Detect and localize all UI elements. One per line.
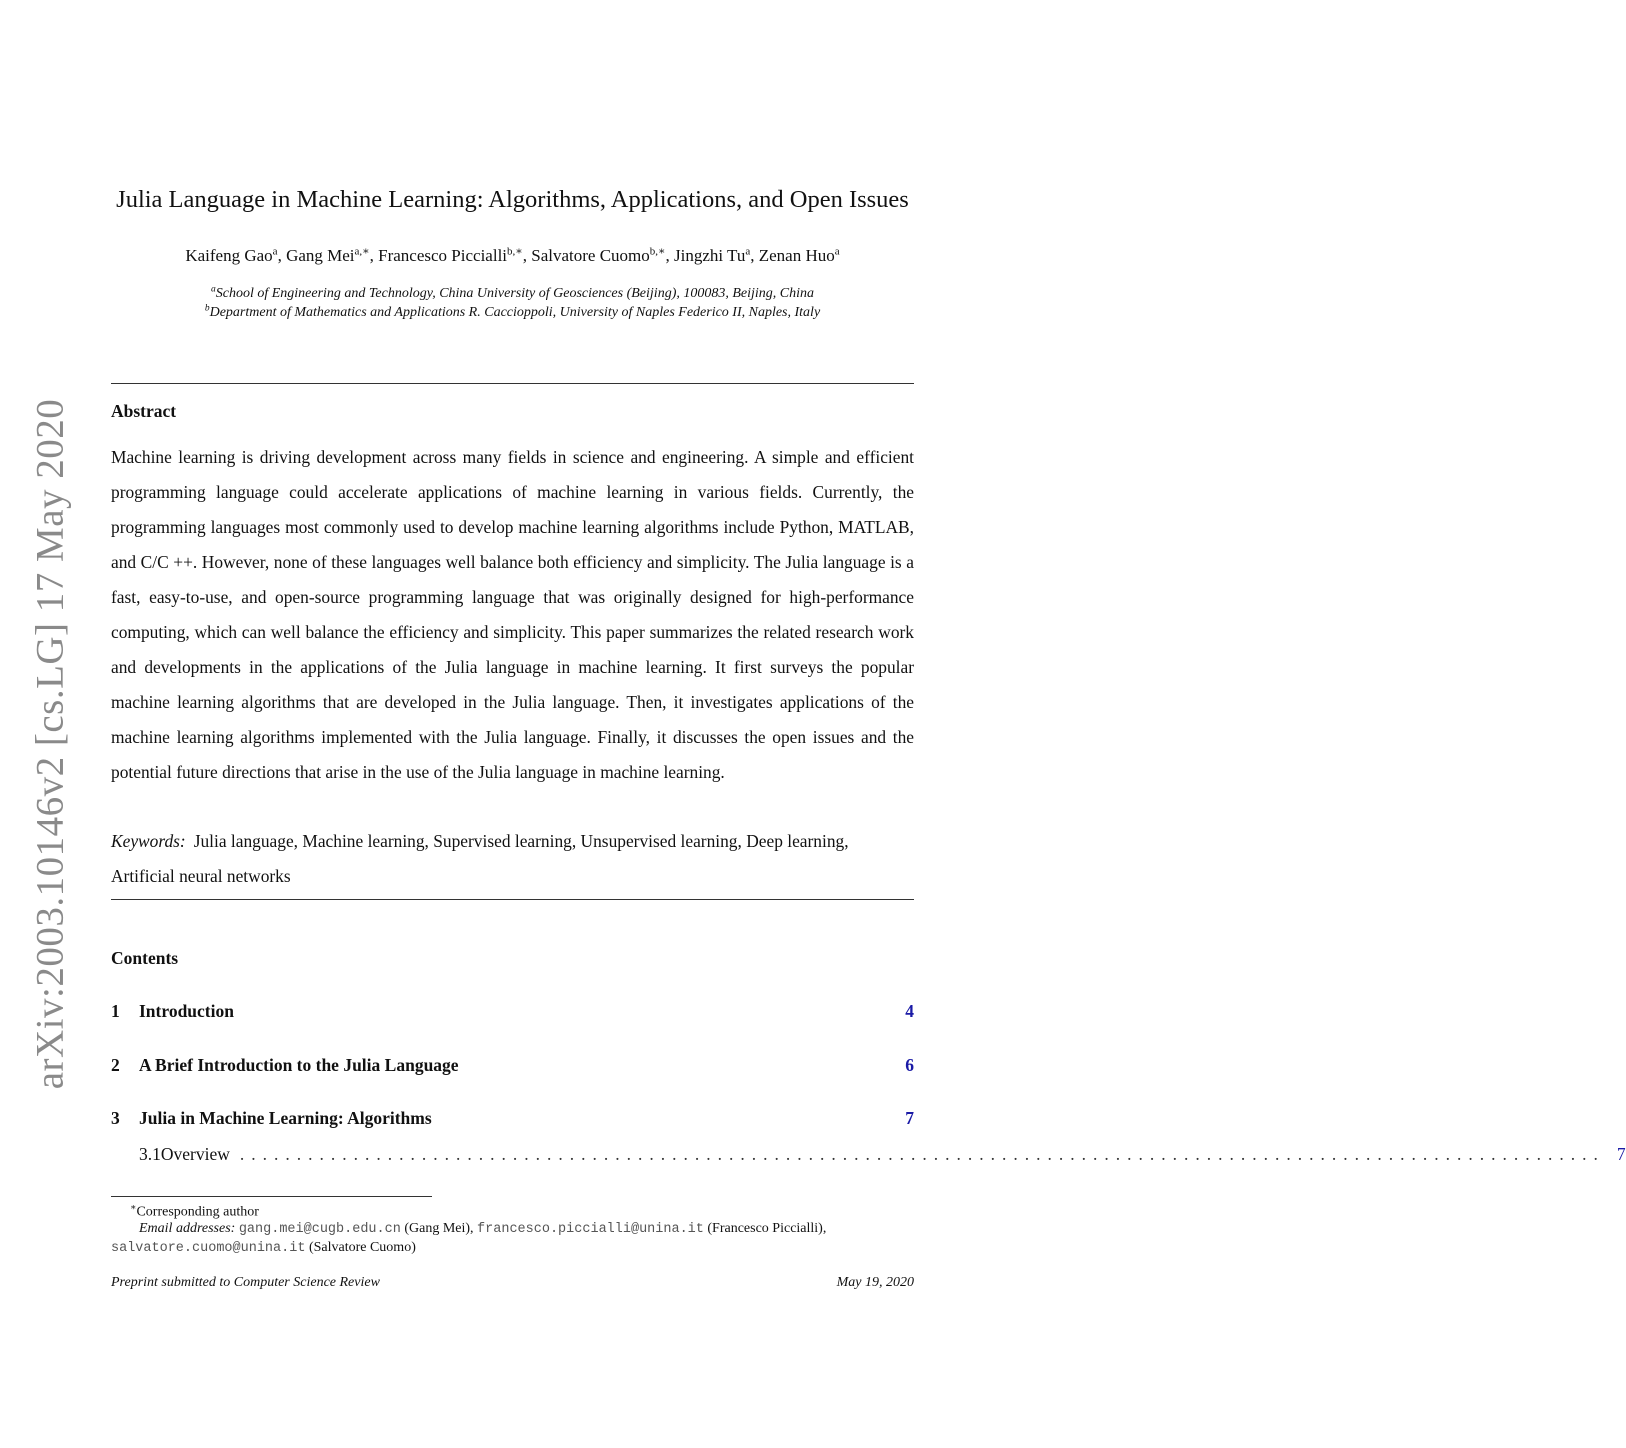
corresponding-author-note: ∗Corresponding author [130,1203,259,1220]
keywords-text: Julia language, Machine learning, Supervised learning, Unsupervised learning, Deep learning, Artificial neural networks [111,831,849,886]
author: Kaifeng Gao$^a$, [185,245,287,265]
toc-subentry-overview[interactable]: 3.1 Overview ........................................................................................................................ 7 [139,1144,1626,1164]
page-footer [111,1275,914,1291]
email-addresses-line-2: salvatore.cuomo@unina.it (Salvatore Cuomo) [111,1240,416,1256]
author: Zenan Huo$^a$ [758,245,840,265]
abstract-heading: Abstract [111,401,177,421]
abstract-body: Machine learning is driving development across many fields in science and engineering. A simple and efficient programming language could accelerate applications of machine learning in various fields. Currently, the programming languages most commonly used to develop machine learning algorithms include Python, MATLAB, and C/C ++. However, none of these languages well balance both efficiency and simplicity. The Julia language is a fast, easy-to-use, and open-source programming language that was originally designed for high-performance computing, which can well balance the efficiency and simplicity. This paper summarizes the related research work and developments in the applications of the Julia language in machine learning. It first surveys the popular machine learning algorithms that are developed in the Julia language. Then, it investigates applications of the machine learning algorithms implemented with the Julia language. Finally, it discusses the open issues and the potential future directions that arise in the use of the Julia language in machine learning. [111,447,914,782]
toc-entry-julia-intro[interactable]: 2 A Brief Introduction to the Julia Language 6 [111,1055,914,1075]
arxiv-identifier: arXiv:2003.10146v2 [cs.LG] 17 May 2020 [28,398,72,1090]
author: Salvatore Cuomo$^{b,∗}$, [531,245,674,265]
abstract-bottom-rule [111,899,914,900]
email-link[interactable]: salvatore.cuomo@unina.it [111,1241,306,1256]
email-link[interactable]: gang.mei@cugb.edu.cn [238,1222,401,1237]
author: Jingzhi Tu$^a$, [674,245,759,265]
keywords-label: Keywords: [111,831,186,851]
dot-leaders: ........................................................................................................................ [239,1144,1605,1164]
keywords [111,824,914,894]
toc-page-link[interactable]: 4 [905,1001,914,1021]
email-link[interactable]: francesco.piccialli@unina.it [477,1222,704,1237]
abstract-top-rule [111,383,914,384]
submission-date: May 19, 2020 [836,1275,914,1290]
contents-heading: Contents [111,948,179,968]
footnote-rule [111,1196,432,1197]
toc-entry-introduction[interactable]: 1 Introduction 4 [111,1001,914,1021]
affiliation-b: $^b$Department of Mathematics and Applications R. Caccioppoli, University of Naples Federico II, Naples, Italy [204,303,821,320]
toc-page-link[interactable]: 7 [905,1108,914,1128]
toc-page-link[interactable]: 7 [1616,1144,1626,1164]
email-addresses-line: Email addresses: gang.mei@cugb.edu.cn (Gang Mei), francesco.piccialli@unina.it (Francesco Piccialli), [139,1221,827,1237]
arxiv-sidebar [24,398,76,1090]
toc-entry-algorithms[interactable]: 3 Julia in Machine Learning: Algorithms 7 [111,1108,914,1128]
author-list [111,246,914,266]
author: Francesco Piccialli$^{b,∗}$, [378,245,532,265]
toc-page-link[interactable]: 6 [905,1055,914,1075]
author: Gang Mei$^{a,∗}$, [286,245,379,265]
paper-title: Julia Language in Machine Learning: Algorithms, Applications, and Open Issues [116,186,909,213]
affiliation-a: $^a$School of Engineering and Technology, China University of Geosciences (Beijing), 100083, Beijing, China [210,284,815,301]
preprint-note: Preprint submitted to Computer Science Review [111,1275,380,1290]
